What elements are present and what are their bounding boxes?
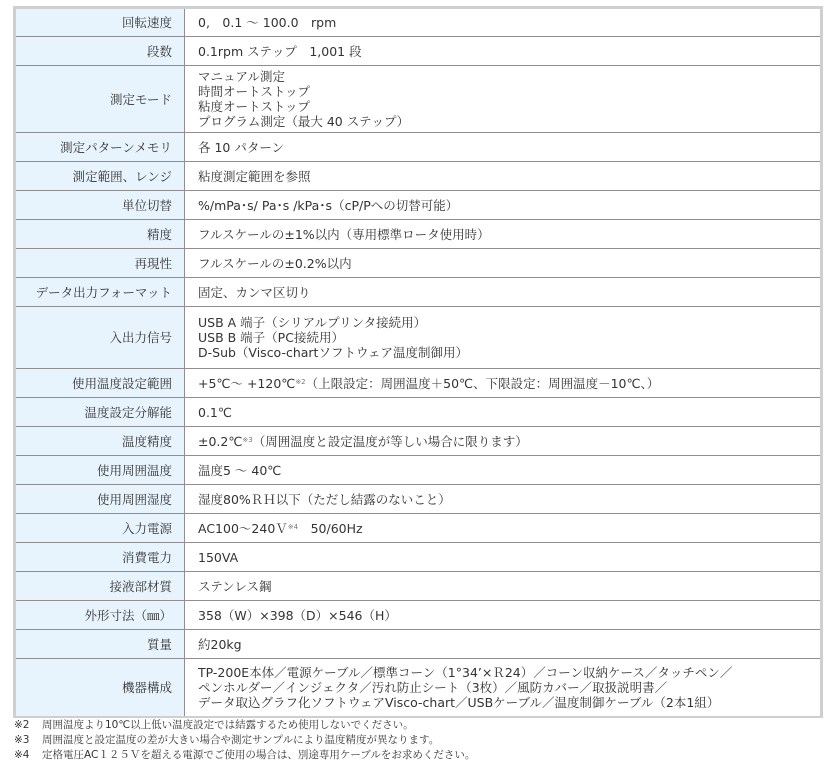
spec-label: 機器構成: [15, 659, 185, 718]
spec-value: 約20kg: [185, 630, 822, 659]
spec-value: AC100～240Ｖ$^{※4}$ 50/60Hz: [185, 514, 822, 543]
spec-row-rotation-speed: [15, 8, 822, 37]
spec-row-temp-setting-range: [15, 369, 822, 398]
spec-value: 0.1℃: [185, 398, 822, 427]
spec-value: 358（W）×398（D）×546（H）: [185, 601, 822, 630]
spec-label: 温度精度: [15, 427, 185, 456]
spec-value: +5℃～ +120℃$^{※2}$（上限設定：周囲温度＋50℃、下限設定：周囲温度－10℃、）: [185, 369, 822, 398]
footnote: ※4 定格電圧AC１２５Ｖを超える電源でご使用の場合は、別途専用ケーブルをお求めください。: [14, 749, 476, 761]
footnote: ※2 周囲温度より10℃以上低い温度設定では結露するため使用しないでください。: [14, 719, 414, 731]
spec-row-wetted-material: [15, 572, 822, 601]
spec-row-io-signal: [15, 307, 822, 369]
spec-row-power-consumption: [15, 543, 822, 572]
spec-label: 精度: [15, 220, 185, 249]
spec-row-temp-accuracy: [15, 427, 822, 456]
footnote: ※3 周囲温度と設定温度の差が大きい場合や測定サンプルにより温度精度が異なります。: [14, 734, 440, 746]
spec-label: 消費電力: [15, 543, 185, 572]
spec-label: 測定範囲、レンジ: [15, 162, 185, 191]
spec-value: 各 10 パターン: [185, 133, 822, 162]
spec-label: 使用周囲温度: [15, 456, 185, 485]
spec-value: TP-200E本体／電源ケーブル／標準コーン（1°34’×Ｒ24）／コーン収納ケース／タッチペン／ ペンホルダー／インジェクタ／汚れ防止シート（3枚）／風防カバー／取扱説明書／ データ取込グラフ化ソフトウェアVisco-chart／USBケーブル／温度制御ケーブル（2本1組）: [185, 659, 822, 718]
spec-value: フルスケールの±1%以内（専用標準ロータ使用時）: [185, 220, 822, 249]
spec-label: 質量: [15, 630, 185, 659]
spec-value: 温度5 ～ 40℃: [185, 456, 822, 485]
spec-label: 温度設定分解能: [15, 398, 185, 427]
spec-value: ±0.2℃$^{※3}$（周囲温度と設定温度が等しい場合に限ります）: [185, 427, 822, 456]
spec-row-power-input: [15, 514, 822, 543]
spec-row-accuracy: [15, 220, 822, 249]
spec-row-measurement-range: [15, 162, 822, 191]
spec-label: 入出力信号: [15, 307, 185, 369]
spec-row-measurement-mode: [15, 66, 822, 133]
spec-label: 測定パターンメモリ: [15, 133, 185, 162]
spec-value: 粘度測定範囲を参照: [185, 162, 822, 191]
spec-label: 外形寸法（㎜）: [15, 601, 185, 630]
spec-value: フルスケールの±0.2%以内: [185, 249, 822, 278]
footnote-ref: ※4: [287, 522, 299, 531]
spec-value: %/mPa･s/ Pa･s /kPa･s（cP/Pへの切替可能）: [185, 191, 822, 220]
spec-row-steps: [15, 37, 822, 66]
spec-row-dimensions: [15, 601, 822, 630]
spec-value: 0, 0.1 ～ 100.0 rpm: [185, 8, 822, 37]
spec-value: マニュアル測定 時間オートストップ 粘度オートストップ プログラム測定（最大 40 ステップ）: [185, 66, 822, 133]
spec-label: 再現性: [15, 249, 185, 278]
spec-row-ambient-humidity: [15, 485, 822, 514]
spec-value: 固定、カンマ区切り: [185, 278, 822, 307]
spec-label: 単位切替: [15, 191, 185, 220]
spec-value: ステンレス鋼: [185, 572, 822, 601]
spec-row-unit-switch: [15, 191, 822, 220]
spec-row-mass: [15, 630, 822, 659]
spec-label: 測定モード: [15, 66, 185, 133]
spec-row-repeatability: [15, 249, 822, 278]
spec-label: 使用周囲湿度: [15, 485, 185, 514]
spec-row-temp-resolution: [15, 398, 822, 427]
spec-table: [13, 6, 823, 718]
spec-label: 使用温度設定範囲: [15, 369, 185, 398]
spec-value: 0.1rpm ステップ 1,001 段: [185, 37, 822, 66]
footnote-ref: ※3: [242, 435, 253, 444]
spec-row-configuration: [15, 659, 822, 718]
spec-label: データ出力フォーマット: [15, 278, 185, 307]
spec-label: 回転速度: [15, 8, 185, 37]
spec-label: 入力電源: [15, 514, 185, 543]
footnote-ref: ※2: [295, 377, 306, 386]
spec-row-pattern-memory: [15, 133, 822, 162]
spec-label: 接液部材質: [15, 572, 185, 601]
spec-row-data-output-format: [15, 278, 822, 307]
spec-row-ambient-temp: [15, 456, 822, 485]
footnotes: [14, 718, 475, 763]
spec-label: 段数: [15, 37, 185, 66]
spec-value: 湿度80%ＲＨ以下（ただし結露のないこと）: [185, 485, 822, 514]
spec-value: USB A 端子（シリアルプリンタ接続用） USB B 端子（PC接続用） D-Sub（Visco-chartソフトウェア温度制御用）: [185, 307, 822, 369]
spec-value: 150VA: [185, 543, 822, 572]
